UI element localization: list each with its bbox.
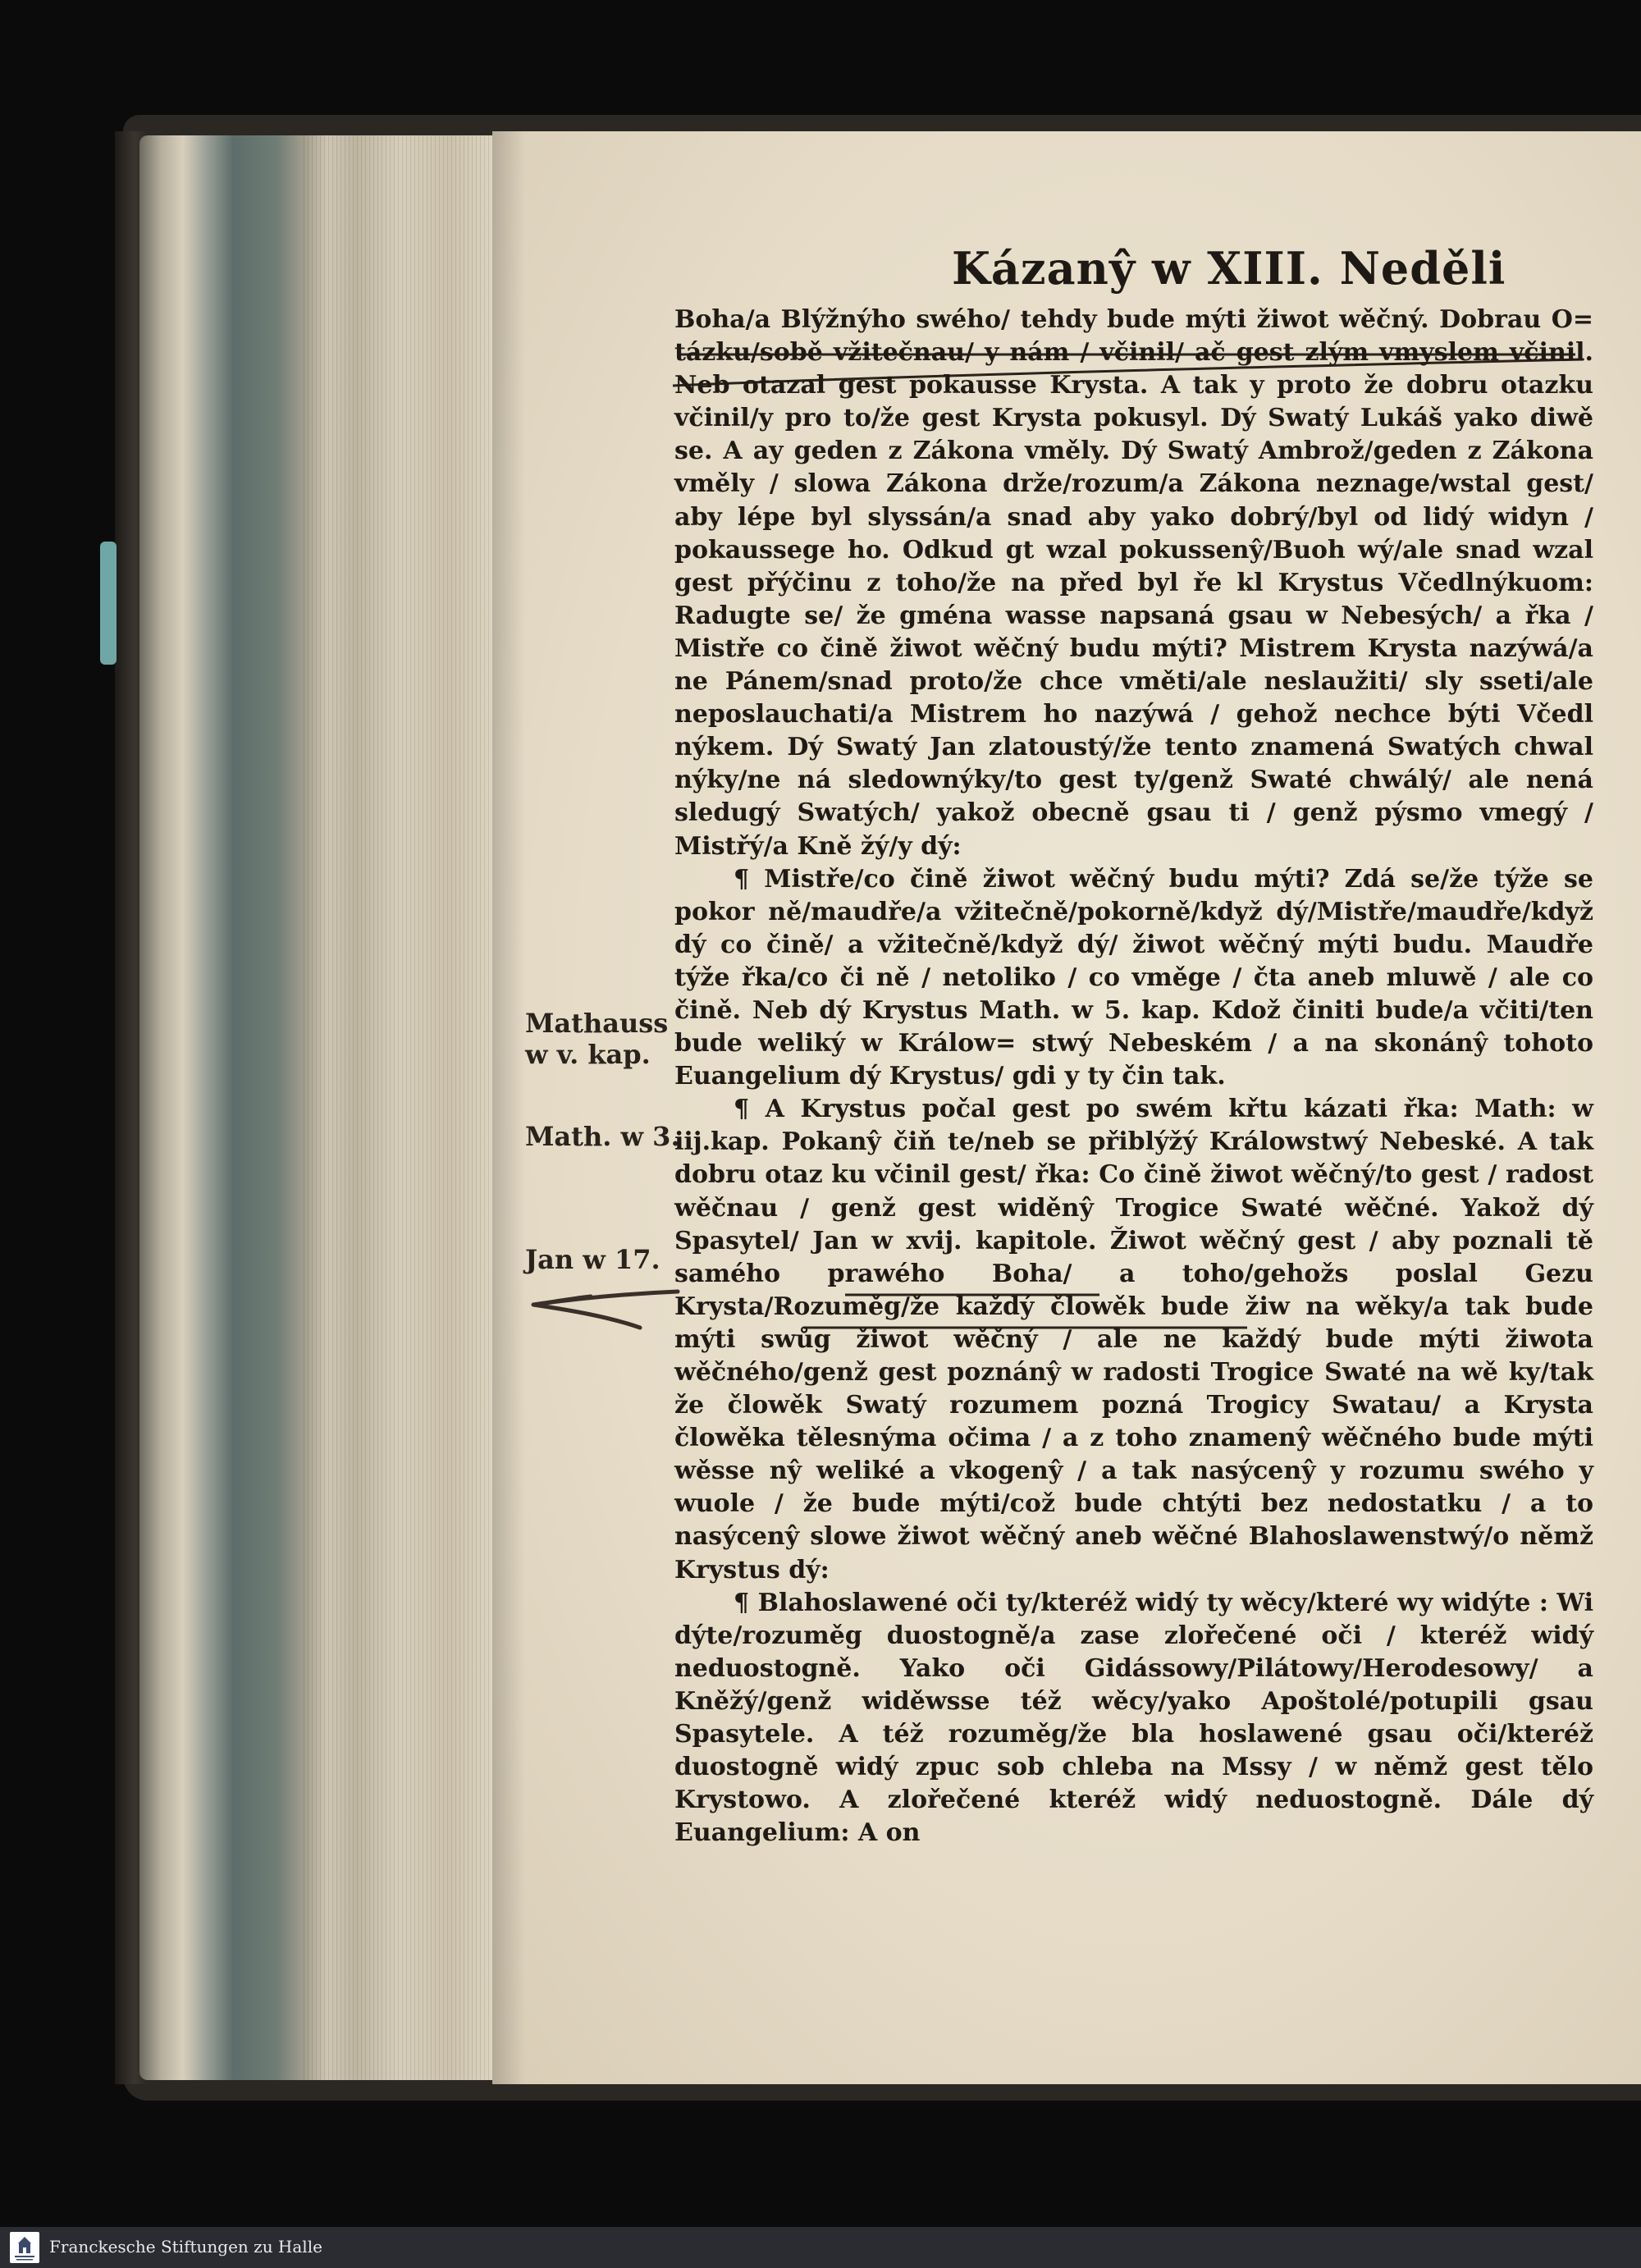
margin-note-text: Mathauss w v. kap. — [525, 1008, 669, 1070]
margin-note-jan-17: Jan w 17. — [525, 1244, 661, 1275]
page-gutter-shadow — [492, 131, 525, 2084]
hand-drawn-arrow-icon — [517, 1277, 681, 1334]
footer-bar — [0, 2227, 1641, 2268]
paragraph-2: ¶ Mistře/co čině žiwot wěčný budu mýti? Zdá se/že týže se pokor ně/maudře/a vžitečně/pokorně/když dý/Mistře/maudře/když dý co čině/ a vžitečně/když dý/ žiwot wěčný mýti budu. Maudře týže řka/co či ně / netoliko / co vměge / čta aneb mluwě / ale co čině. Neb dý Krystus Math. w 5. kap. Kdož činiti bude/a včiti/ten bude weliký w Králow= stwý Nebeském / a na skonánŷ tohoto Euangelium dý Krystus/ gdi y ty čin tak. — [674, 864, 1593, 1091]
paragraph-3: ¶ A Krystus počal gest po swém křtu kázati řka: Math: w iij.kap. Pokanŷ čiň te/neb se přiblýžý Králowstwý Nebeské. A tak dobru otaz ku včinil gest/ řka: Co čině žiwot wěčný/to gest / radost wěčnau / genž gest widěnŷ Trogice Swaté wěčné. Yakož dý Spasytel/ Jan w xvij. kapitole. Žiwot wěčný gest / aby poznali tě samého prawého Boha/ a toho/gehožs poslal Gezu Krysta/Rozuměg/že každý člowěk bude žiw na wěky/a tak bude mýti swůg žiwot wěčný / ale ne každý bude mýti žiwota wěčného/genž gest poznánŷ w radosti Trogice Swaté na wě ky/tak že člowěk Swatý rozumem pozná Trogicy Swatau/ a Krysta člowěka tělesnýma očima / a z toho znamenŷ wěčného bude mýti wěsse nŷ weliké a vkogenŷ / a tak nasýcenŷ y rozumu swého y wuole / že bude mýti/což bude chtýti bez nedostatku / a to nasýcenŷ slowe žiwot wěčný aneb wěčné Blahoslawenstwý/o němž Krystus dý: — [674, 1095, 1593, 1584]
paragraph-1: Boha/a Blýžnýho swého/ tehdy bude mýti žiwot wěčný. Dobrau O= tázku/sobě vžitečnau/ y nám / včinil/ ač gest zlým vmyslem včinil. Neb otazal gest pokausse Krysta. A tak y proto že dobru otazku včinil/y pro to/že gest Krysta pokusyl. Dý Swatý Lukáš yako diwě se. A ay geden z Zákona vměly. Dý Swatý Ambrož/geden z Zákona vměly / slowa Zákona drže/rozum/a Zákona neznage/wstal gest/ aby lépe byl slyssán/a snad aby yako dobrý/byl od lidý widyn / pokaussege ho. Odkud gt wzal pokussenŷ/Buoh wý/ale snad wzal gest přýčinu z toho/že na před byl ře kl Krystus Včedlnýkuom: Radugte se/ že gména wasse napsaná gsau w Nebesých/ a řka / Mistře co čině žiwot wěčný budu mýti? Mistrem Krysta nazýwá/a ne Pánem/snad proto/že chce vměti/ale neslaužiti/ sly sseti/ale neposlauchati/a Mistrem ho nazýwá / gehož nechce býti Včedl nýkem. Dý Swatý Jan zlatoustý/že tento znamená Swatých chwal nýky/ne ná sledownýky/to gest ty/genž Swaté chwálý/ ale nená sledugý Swatých/ yakož obecně gsau ti / genž pýsmo vmegý / Mistřý/a Kně žý/y dý: — [674, 305, 1593, 861]
page-body-text — [674, 304, 1593, 1850]
margin-note-math-3: Math. w 3. — [525, 1121, 680, 1152]
paragraph-4: ¶ Blahoslawené oči ty/kteréž widý ty wěcy/které wy widýte : Wi dýte/rozuměg duostogně/a zase zlořečené oči / kteréž widý neduostogně. Yako oči Gidássowy/Pilátowy/Herodesowy/ a Kněžý/genž widěwsse též wěcy/yako Apoštolé/potupili gsau Spasytele. A též rozuměg/že bla hoslawené gsau oči/kteréž duostogně widý zpuc sob chleba na Mssy / w němž gest tělo Krystowo. A zlořečené kteréž widý neduostogně. Dále dý Euangelium: A on — [674, 1588, 1593, 1848]
institution-logo-icon[interactable] — [10, 2232, 39, 2263]
running-head: Kázanŷ w XIII. Neděli — [952, 242, 1506, 295]
bookmark-tab — [100, 542, 117, 665]
institution-name[interactable]: Franckesche Stiftungen zu Halle — [49, 2237, 322, 2257]
page-stack-lines — [304, 135, 501, 2080]
margin-note-mathauss — [525, 1008, 673, 1070]
